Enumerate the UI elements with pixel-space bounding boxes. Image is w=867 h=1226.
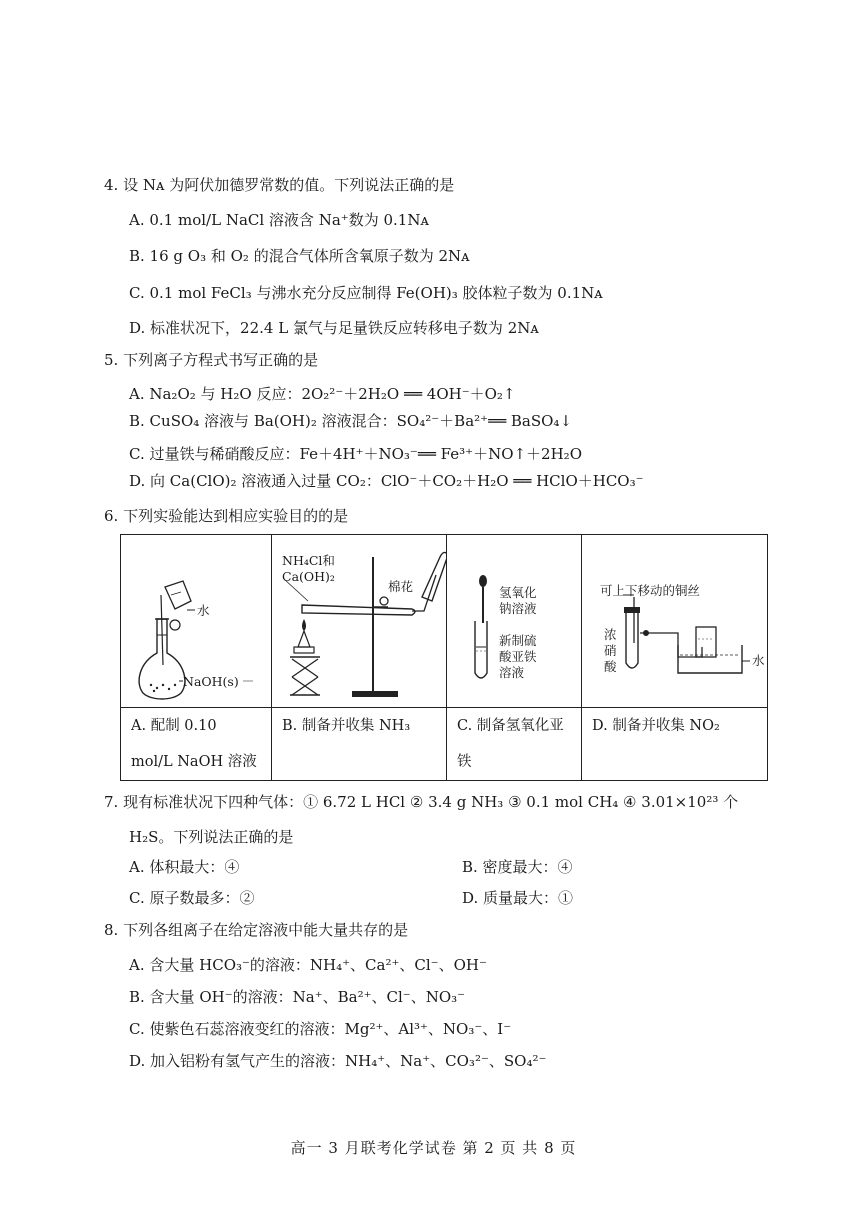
figure-b-cell [272,535,447,708]
label-c3: 新制硫 [499,633,537,648]
figure-c-cell [447,535,582,708]
experiment-table [120,534,768,781]
q5-option-a: A. Na₂O₂ 与 H₂O 反应：2O₂²⁻＋2H₂O ══ 4OH⁻＋O₂↑ [129,385,516,403]
ferrous-hydroxide-figure [447,535,582,707]
q7-stem-line2: H₂S。下列说法正确的是 [129,828,294,846]
q8-option-c: C. 使紫色石蕊溶液变红的溶液：Mg²⁺、Al³⁺、NO₃⁻、I⁻ [129,1020,512,1038]
label-c4: 酸亚铁 [499,649,537,664]
caption-a: A. 配制 0.10 mol/L NaOH 溶液 [121,708,272,781]
no2-apparatus-figure [582,535,768,707]
q4-option-b: B. 16 g O₃ 和 O₂ 的混合气体所含氧原子数为 2Nᴀ [129,247,470,265]
label-acid2: 硝 [604,643,617,658]
label-reagent-b2: Ca(OH)₂ [282,569,335,584]
q8-stem: 8. 下列各组离子在给定溶液中能大量共存的是 [104,921,409,939]
q5-option-c: C. 过量铁与稀硝酸反应：Fe＋4H⁺＋NO₃⁻══ Fe³⁺＋NO↑＋2H₂O [129,445,582,463]
q8-option-d: D. 加入铝粉有氢气产生的溶液：NH₄⁺、Na⁺、CO₃²⁻、SO₄²⁻ [129,1052,547,1070]
q5-option-b: B. CuSO₄ 溶液与 Ba(OH)₂ 溶液混合：SO₄²⁻＋Ba²⁺══ BaSO₄↓ [129,412,573,430]
page-footer: 高一 3 月联考化学试卷 第 2 页 共 8 页 [290,1139,577,1157]
q7-option-b: B. 密度最大：④ [462,858,573,876]
label-reagent-b1: NH₄Cl和 [282,553,335,568]
label-naoh-solid: NaOH(s) [183,674,239,689]
q6-stem: 6. 下列实验能达到相应实验目的的是 [104,507,349,525]
figure-a-cell [121,535,272,708]
caption-d: D. 制备并收集 NO₂ [582,708,768,781]
label-c5: 溶液 [499,665,525,680]
label-c1: 氢氧化 [499,585,537,600]
label-cotton: 棉花 [388,579,414,594]
q7-option-a: A. 体积最大：④ [129,858,240,876]
q4-option-a: A. 0.1 mol/L NaCl 溶液含 Na⁺数为 0.1Nᴀ [129,211,429,229]
q8-option-a: A. 含大量 HCO₃⁻的溶液：NH₄⁺、Ca²⁺、Cl⁻、OH⁻ [129,956,487,974]
q7-option-d: D. 质量最大：① [462,889,574,907]
label-water-d: 水 [752,653,765,668]
label-water-a: 水 [197,603,210,618]
label-acid3: 酸 [604,659,617,674]
q8-option-b: B. 含大量 OH⁻的溶液：Na⁺、Ba²⁺、Cl⁻、NO₃⁻ [129,988,466,1006]
caption-b: B. 制备并收集 NH₃ [272,708,447,781]
q7-option-c: C. 原子数最多：② [129,889,255,907]
q4-stem: 4. 设 Nᴀ 为阿伏加德罗常数的值。下列说法正确的是 [104,176,455,194]
q5-option-d: D. 向 Ca(ClO)₂ 溶液通入过量 CO₂：ClO⁻＋CO₂＋H₂O ══ HClO＋HCO₃⁻ [129,472,644,490]
q4-option-c: C. 0.1 mol FeCl₃ 与沸水充分反应制得 Fe(OH)₃ 胶体粒子数为 0.1Nᴀ [129,284,603,302]
q4-option-d: D. 标准状况下，22.4 L 氯气与足量铁反应转移电子数为 2Nᴀ [129,319,539,337]
q5-stem: 5. 下列离子方程式书写正确的是 [104,351,319,369]
figure-d-cell [582,535,768,708]
label-acid1: 浓 [604,627,617,642]
label-copper-wire: 可上下移动的铜丝 [600,583,701,598]
q7-stem-line1: 7. 现有标准状况下四种气体：① 6.72 L HCl ② 3.4 g NH₃ ③ 0.1 mol CH₄ ④ 3.01×10²³ 个 [104,793,739,811]
caption-c: C. 制备氢氧化亚铁 [447,708,582,781]
label-c2: 钠溶液 [499,601,537,616]
